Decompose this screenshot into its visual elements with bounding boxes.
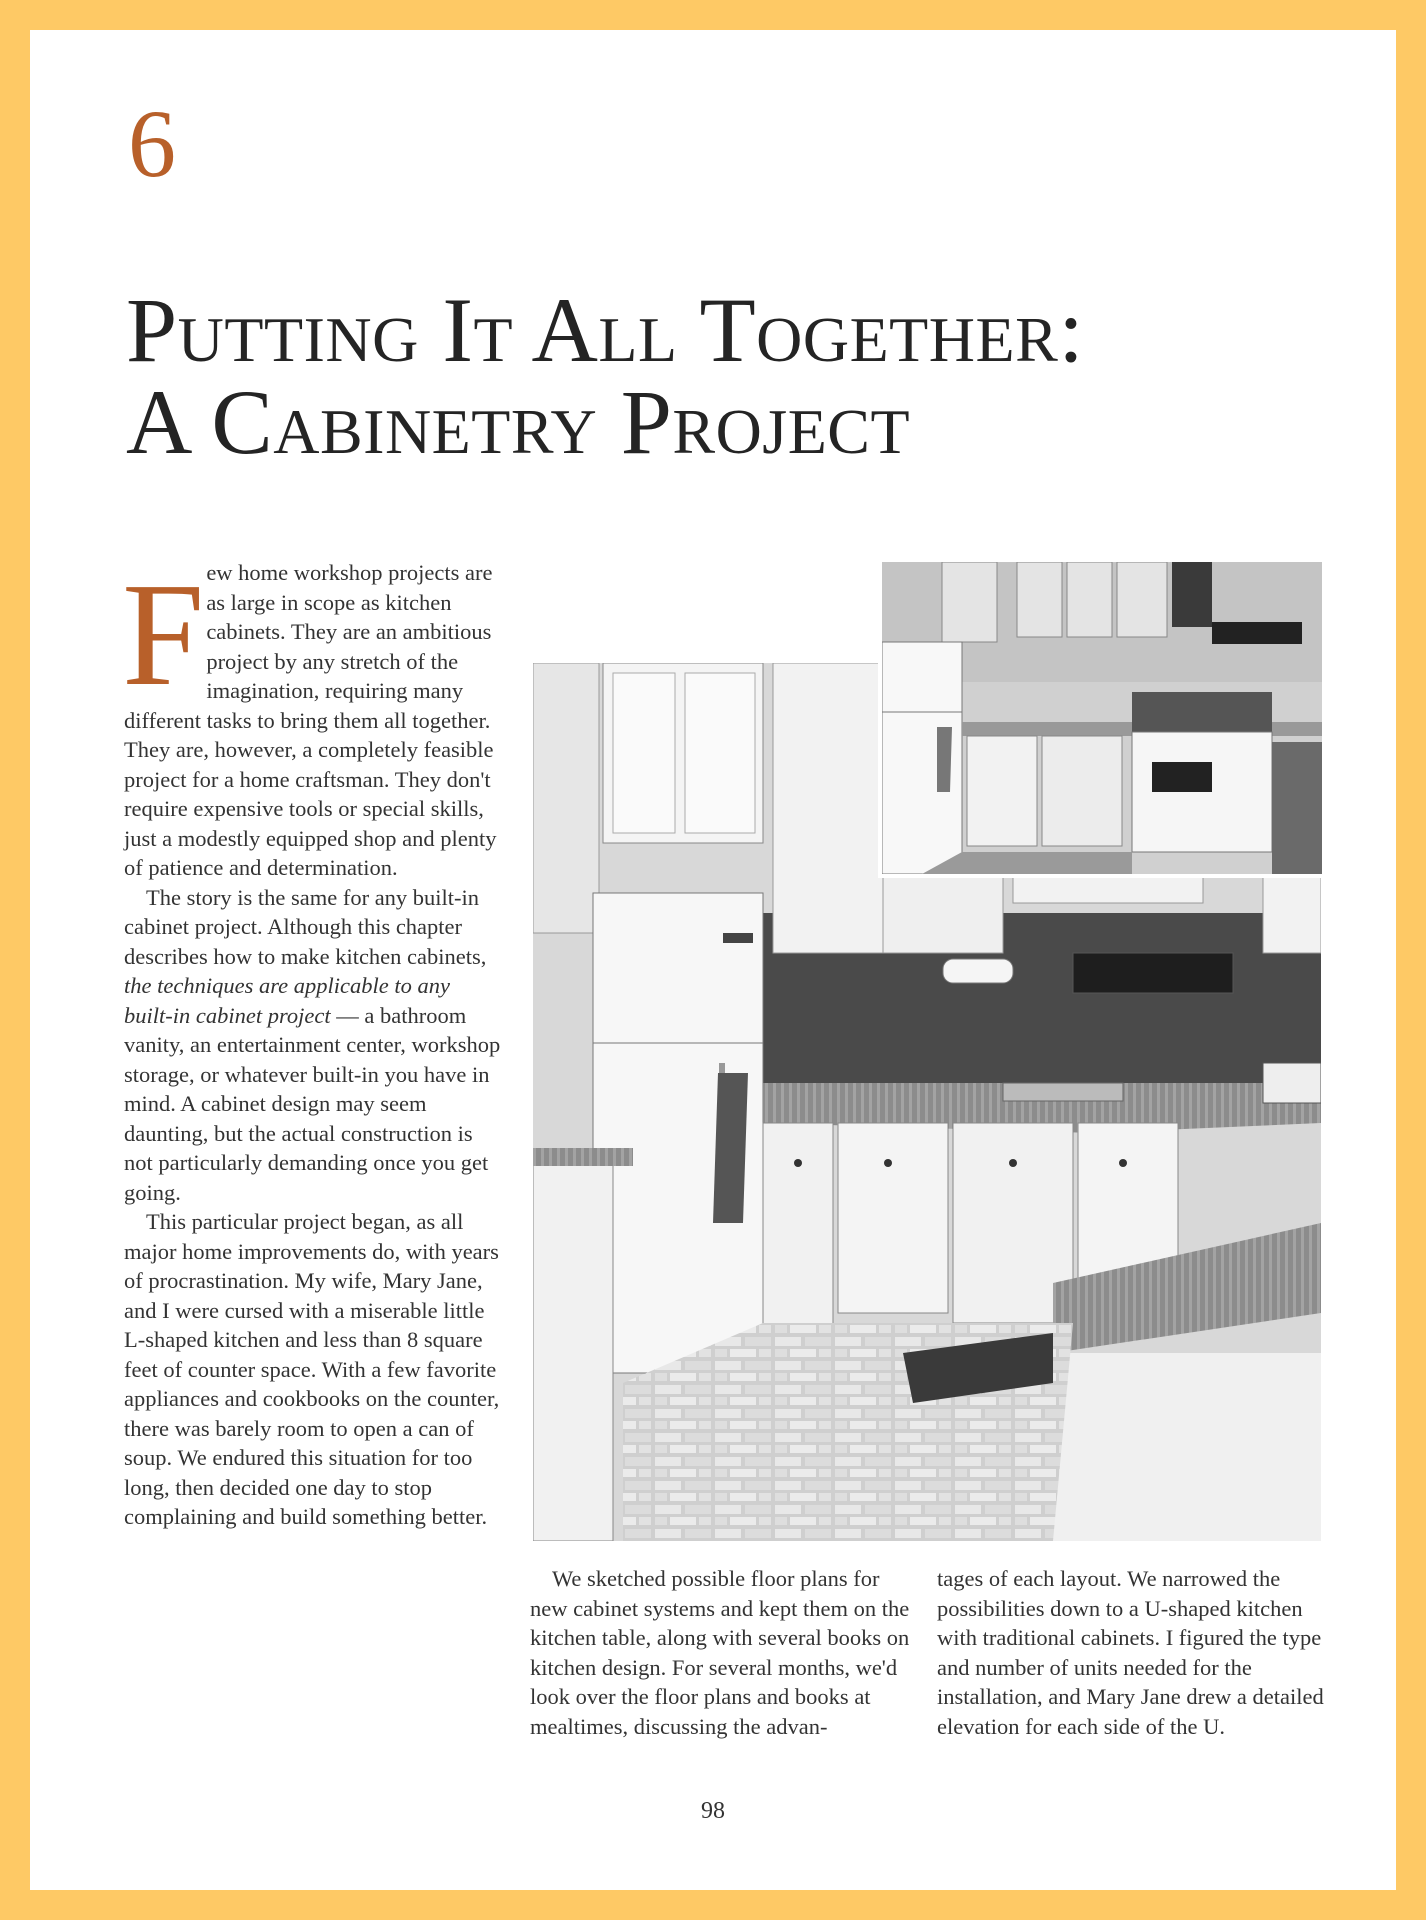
paragraph-4-part-2: tages of each layout. We narrowed the possibilities down to a U-shaped kitchen with traditional cabinets. I figured the type and number of units needed for the installation, and Mary Jane drew a detailed elevation for each side of the U. xyxy=(937,1566,1324,1739)
text-column-2 xyxy=(530,1564,920,1741)
chapter-number: 6 xyxy=(128,90,176,197)
paragraph-2 xyxy=(124,883,504,1208)
page-number: 98 xyxy=(701,1798,725,1824)
kitchen-photo-inset xyxy=(878,558,1326,878)
paragraph-2-end: — a bathroom vanity, an entertainment center, workshop storage, or whatever built-in you have in mind. A cabinet design may seem daunting, but the actual construction is not particularly demanding once you get going. xyxy=(124,1002,501,1205)
text-column-3 xyxy=(937,1564,1337,1741)
chapter-title xyxy=(126,279,1306,473)
chapter-title-line-2: A Cabinetry Project xyxy=(126,371,911,473)
paragraph-2-emphasis: the techniques are applicable to any built-in cabinet project xyxy=(124,973,450,1028)
paragraph-3: This particular project began, as all major home improvements do, with years of procrastination. My wife, Mary Jane, and I were cursed with a miserable little L-shaped kitchen and less than 8 square feet of counter space. With a few favorite appliances and cookbooks on the counter, there was barely room to open a can of soup. We endured this situation for too long, then decided one day to stop complaining and build something better. xyxy=(124,1209,500,1529)
book-page xyxy=(30,30,1396,1890)
drop-cap: F xyxy=(122,553,205,717)
paragraph-1 xyxy=(122,553,504,883)
chapter-title-line-1: Putting It All Together: xyxy=(126,279,1085,381)
paragraph-4-part-1: We sketched possible floor plans for new cabinet systems and kept them on the kitchen table, along with several books on kitchen design. For several months, we'd look over the floor plans and books at mealtimes, discussing the advan- xyxy=(530,1566,910,1739)
text-column-1 xyxy=(122,553,504,1532)
paragraph-1-text: ew home workshop projects are as large in scope as kitchen cabinets. They are an ambitious project by any stretch of the imagination, requiring many different tasks to bring them all together. They are, however, a completely feasible project for a home craftsman. They don't require expensive tools or special skills, just a modestly equipped shop and plenty of patience and determination. xyxy=(124,560,497,880)
paragraph-2-start: The story is the same for any built-in cabinet project. Although this chapter describes how to make kitchen cabinets, xyxy=(124,884,487,969)
